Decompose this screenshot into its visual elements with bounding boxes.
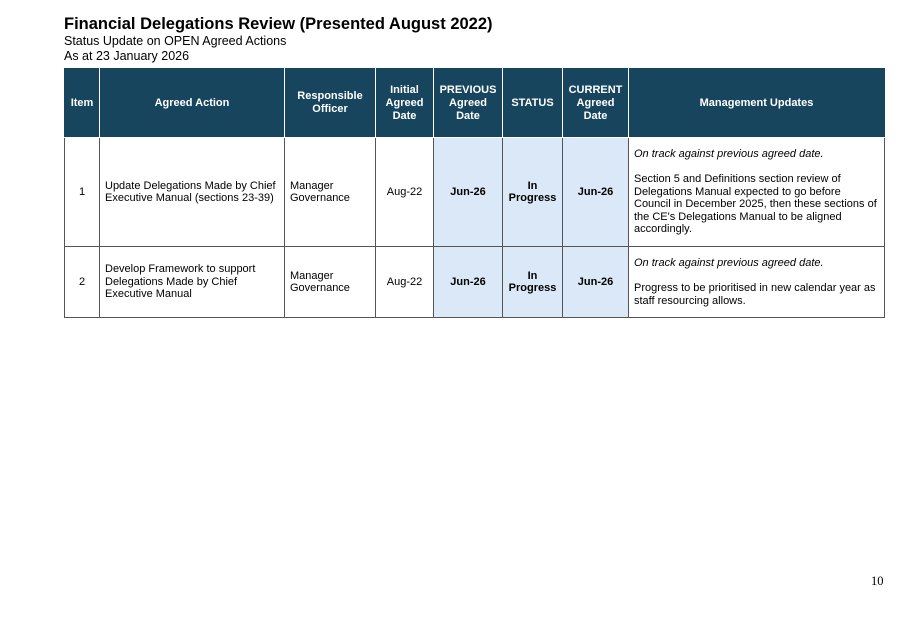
document-title: Financial Delegations Review (Presented August 2022): [64, 15, 493, 33]
cell-previous-agreed-date: Jun-26: [434, 247, 503, 318]
cell-status: In Progress: [503, 138, 563, 247]
cell-management-updates: [629, 247, 885, 318]
page-number: 10: [871, 574, 884, 588]
table-header-row: [65, 69, 885, 138]
update-lead-text: On track against previous agreed date.: [634, 148, 824, 161]
cell-status: In Progress: [503, 247, 563, 318]
column-header-item: Item: [65, 69, 100, 138]
column-header-current-agreed-date: CURRENT Agreed Date: [563, 69, 629, 138]
cell-current-agreed-date: Jun-26: [563, 138, 629, 247]
column-header-initial-agreed-date: Initial Agreed Date: [376, 69, 434, 138]
table-row: [65, 247, 885, 318]
cell-initial-agreed-date: Aug-22: [376, 247, 434, 318]
column-header-previous-agreed-date: PREVIOUS Agreed Date: [434, 69, 503, 138]
cell-initial-agreed-date: Aug-22: [376, 138, 434, 247]
cell-item: 2: [65, 247, 100, 318]
update-detail-text: Progress to be prioritised in new calendar year as staff resourcing allows.: [634, 282, 876, 307]
cell-item: 1: [65, 138, 100, 247]
column-header-responsible-officer: Responsible Officer: [285, 69, 376, 138]
column-header-status: STATUS: [503, 69, 563, 138]
document-date: As at 23 January 2026: [64, 49, 190, 63]
column-header-management-updates: Management Updates: [629, 69, 885, 138]
cell-agreed-action: Update Delegations Made by Chief Executive Manual (sections 23-39): [100, 138, 285, 247]
cell-current-agreed-date: Jun-26: [563, 247, 629, 318]
agreed-actions-table: [64, 68, 885, 318]
cell-management-updates: [629, 138, 885, 247]
cell-responsible-officer: Manager Governance: [285, 247, 376, 318]
update-lead-text: On track against previous agreed date.: [634, 257, 824, 269]
document-header: [64, 14, 493, 64]
cell-previous-agreed-date: Jun-26: [434, 138, 503, 247]
document-subtitle: Status Update on OPEN Agreed Actions: [64, 34, 287, 48]
cell-agreed-action: Develop Framework to support Delegations Made by Chief Executive Manual: [100, 247, 285, 318]
cell-responsible-officer: Manager Governance: [285, 138, 376, 247]
column-header-agreed-action: Agreed Action: [100, 69, 285, 138]
update-detail-text: Section 5 and Definitions section review of Delegations Manual expected to go before Council in December 2025, then these sections of the CE's Delegations Manual to be aligned accordingly.: [634, 173, 877, 236]
table-row: [65, 138, 885, 247]
